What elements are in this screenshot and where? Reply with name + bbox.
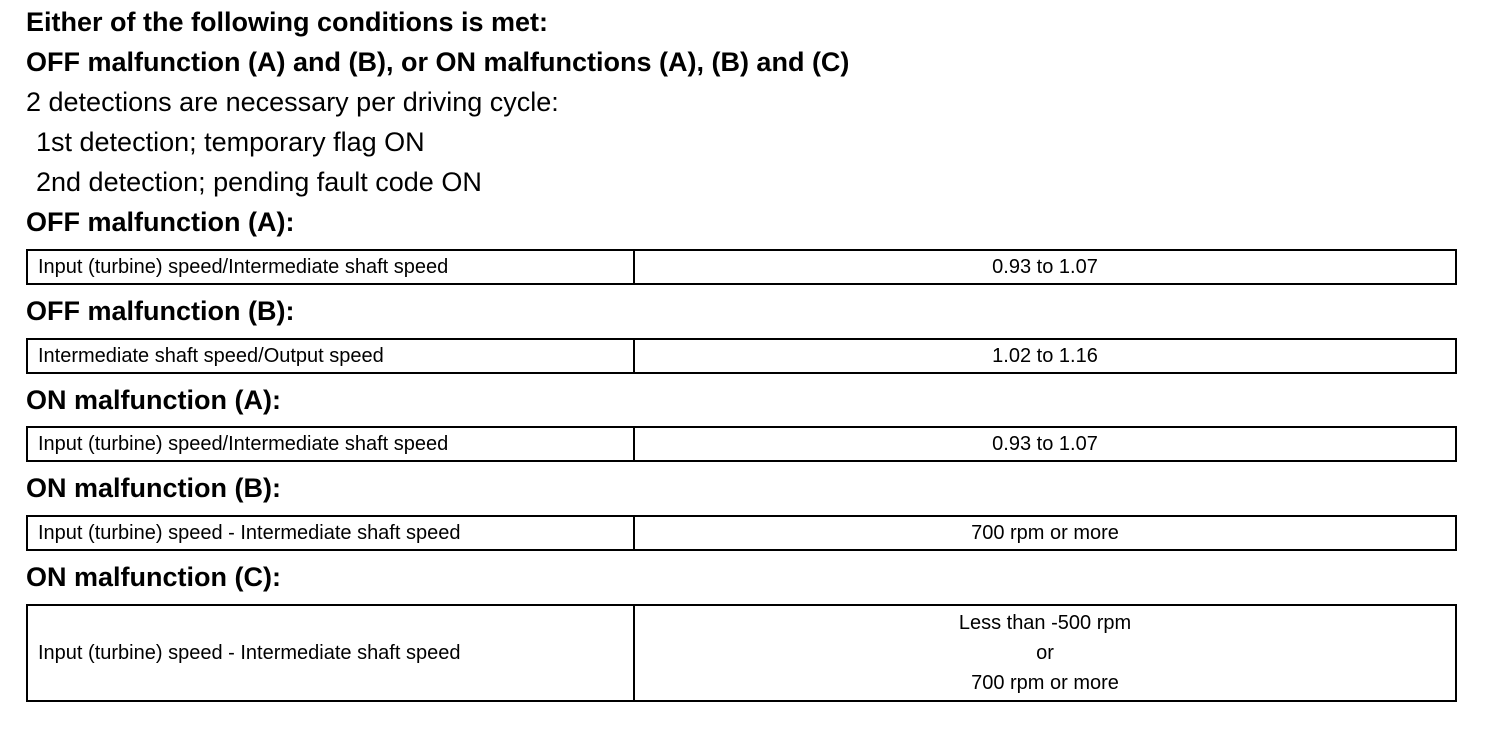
spec-table-on-a xyxy=(26,426,1457,462)
table-row xyxy=(27,427,1456,461)
spec-value-line: Less than -500 rpm xyxy=(958,612,1132,634)
table-row xyxy=(27,339,1456,373)
spec-value: 700 rpm or more xyxy=(634,516,1456,550)
detection-requirement: 2 detections are necessary per driving cycle: xyxy=(26,87,559,117)
section-heading-off-b: OFF malfunction (B): xyxy=(26,296,295,326)
spec-table-on-c xyxy=(26,604,1457,702)
spec-value: 0.93 to 1.07 xyxy=(634,250,1456,284)
second-detection-note: 2nd detection; pending fault code ON xyxy=(36,167,482,197)
table-row xyxy=(27,605,1456,701)
section-heading-on-b: ON malfunction (B): xyxy=(26,473,281,503)
spec-value-line: or xyxy=(1036,642,1054,664)
spec-value-multiline xyxy=(634,605,1456,701)
spec-label: Input (turbine) speed/Intermediate shaft speed xyxy=(27,250,634,284)
spec-table-off-b xyxy=(26,338,1457,374)
spec-label: Intermediate shaft speed/Output speed xyxy=(27,339,634,373)
spec-label: Input (turbine) speed/Intermediate shaft speed xyxy=(27,427,634,461)
conditions-heading: Either of the following conditions is met: xyxy=(26,7,548,37)
table-row xyxy=(27,250,1456,284)
conditions-summary: OFF malfunction (A) and (B), or ON malfunctions (A), (B) and (C) xyxy=(26,47,850,77)
spec-value-line: 700 rpm or more xyxy=(971,672,1119,694)
first-detection-note: 1st detection; temporary flag ON xyxy=(36,127,425,157)
spec-table-on-b xyxy=(26,515,1457,551)
section-heading-on-c: ON malfunction (C): xyxy=(26,562,281,592)
table-row xyxy=(27,516,1456,550)
spec-label: Input (turbine) speed - Intermediate shaft speed xyxy=(27,605,634,701)
spec-value: 0.93 to 1.07 xyxy=(634,427,1456,461)
spec-value: 1.02 to 1.16 xyxy=(634,339,1456,373)
section-heading-on-a: ON malfunction (A): xyxy=(26,385,281,415)
section-heading-off-a: OFF malfunction (A): xyxy=(26,207,295,237)
spec-label: Input (turbine) speed - Intermediate shaft speed xyxy=(27,516,634,550)
spec-table-off-a xyxy=(26,249,1457,285)
